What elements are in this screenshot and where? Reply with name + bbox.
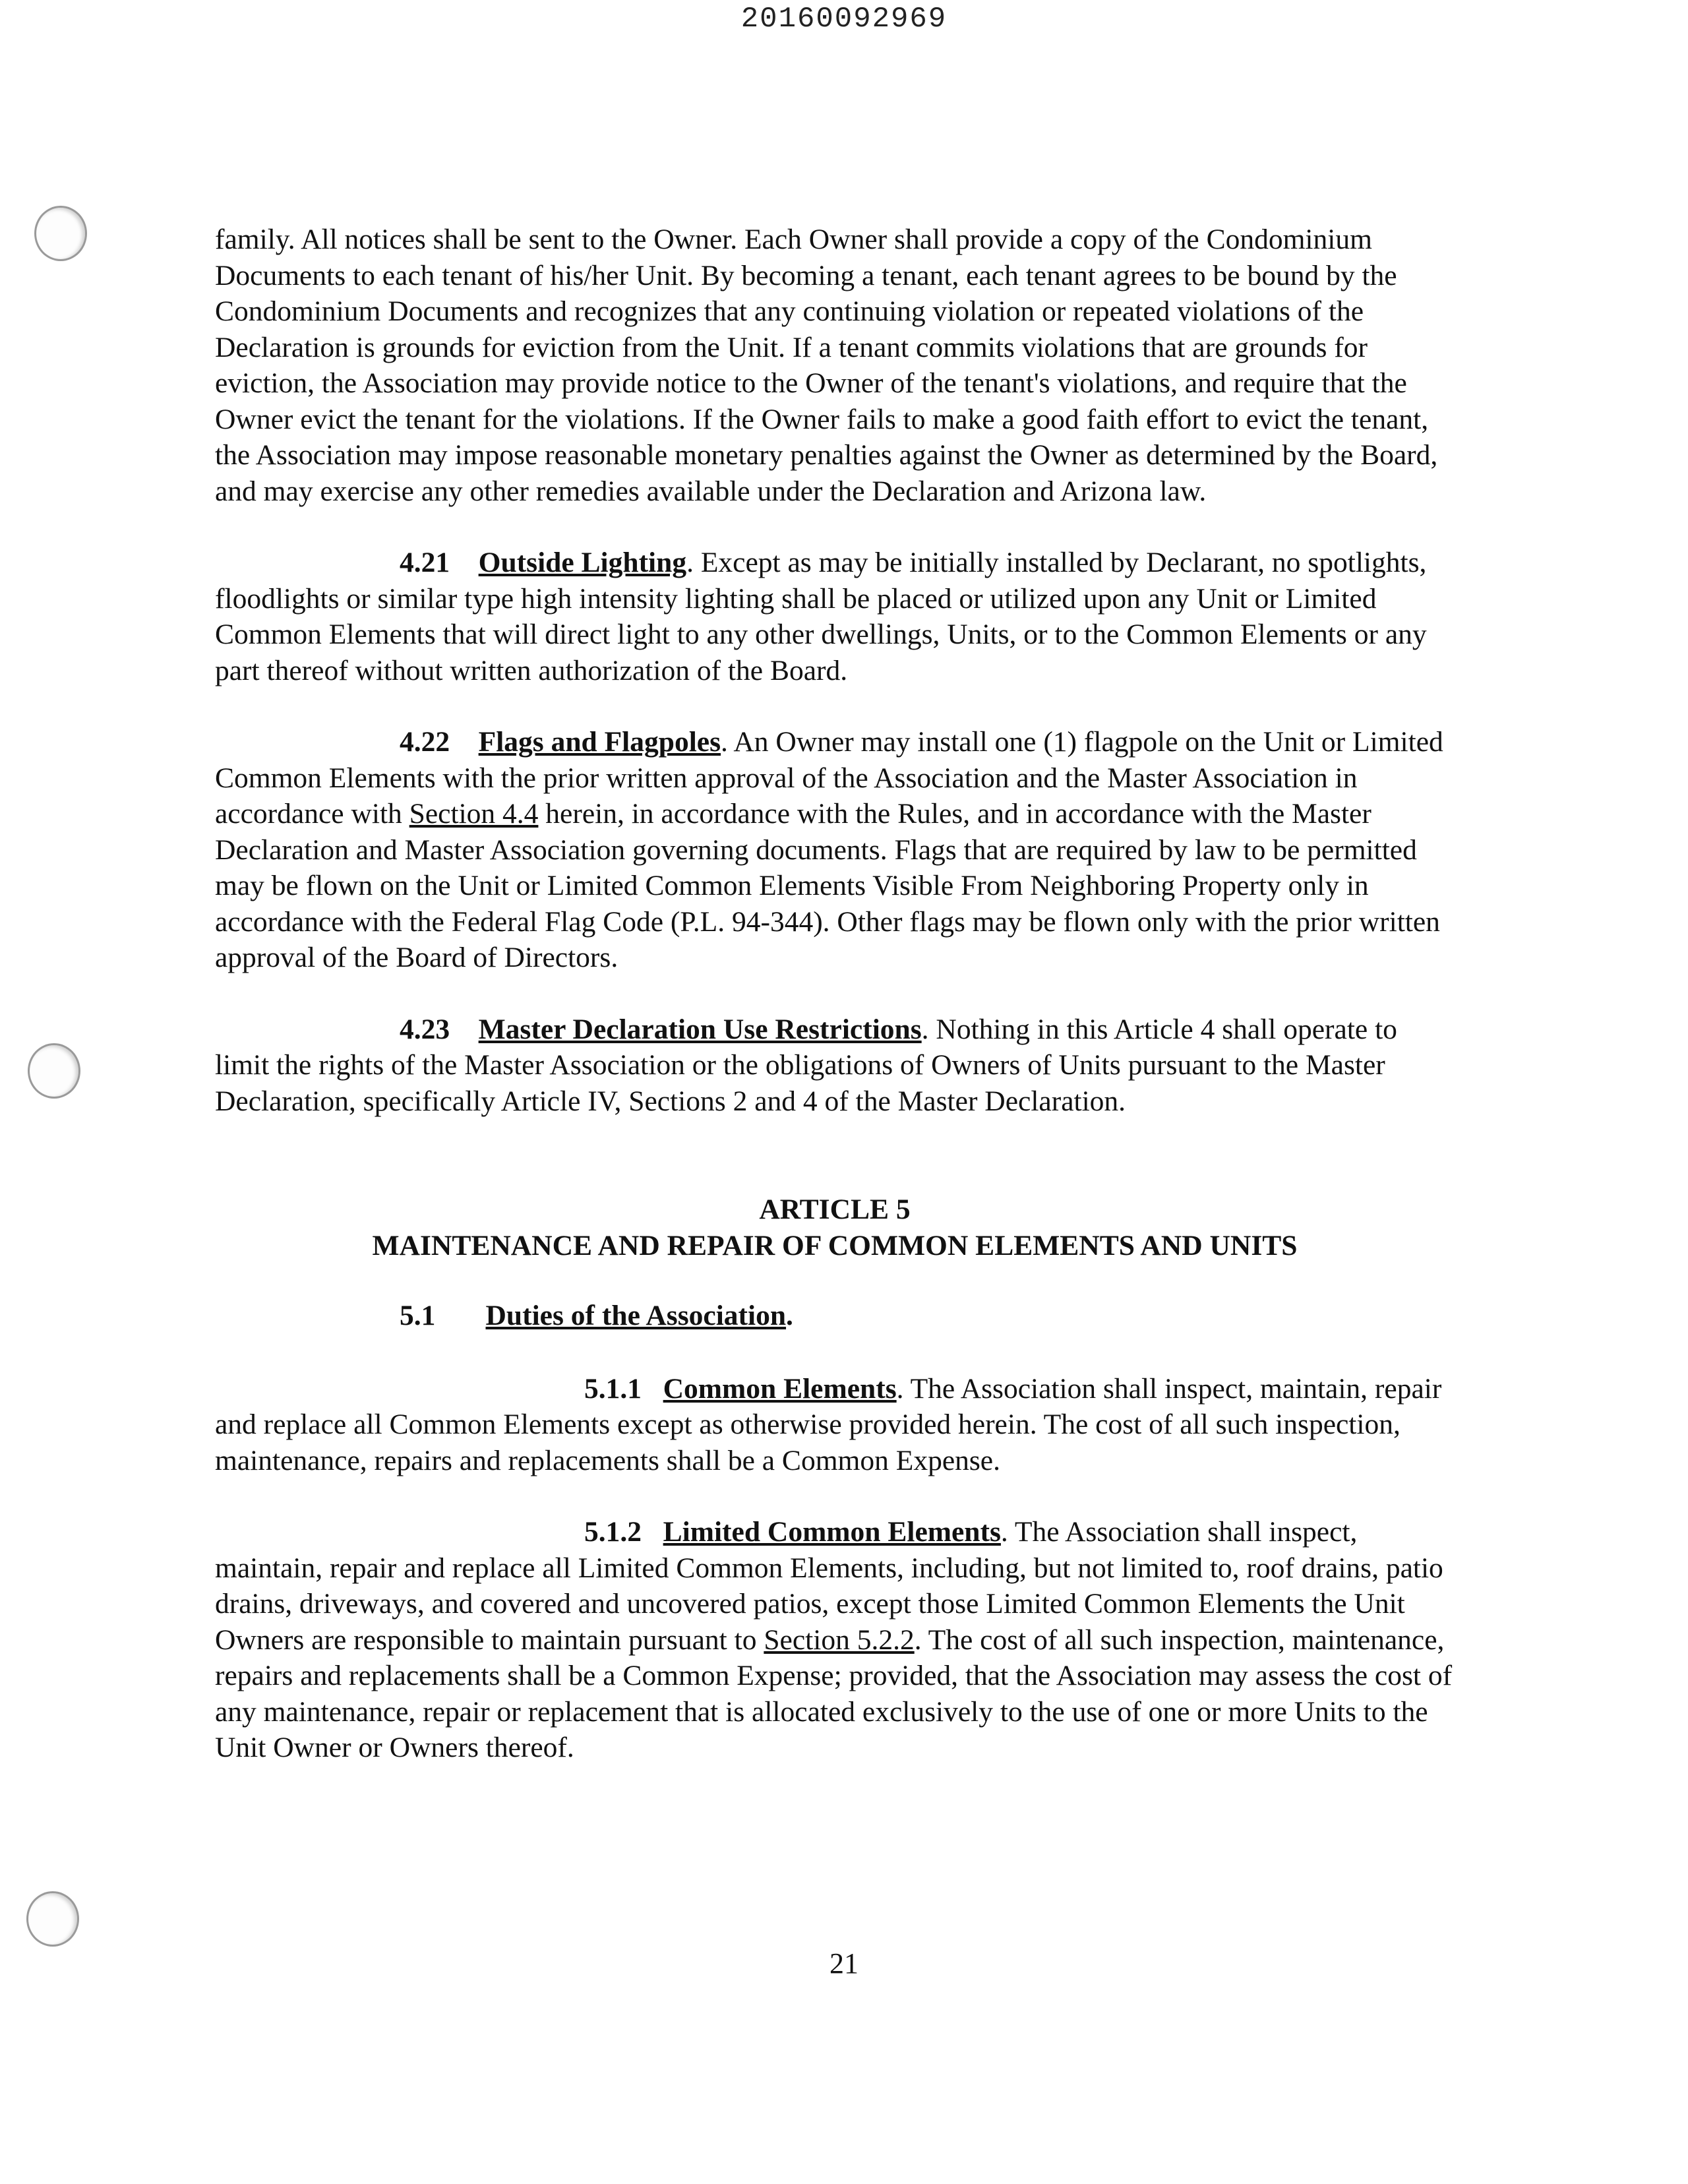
binder-hole-icon xyxy=(34,206,87,261)
section-5-1 xyxy=(215,1298,1455,1334)
page-number: 21 xyxy=(829,1947,859,1980)
section-text: . Except as may be initially installed by Declarant, no spotlights, floodlights or similar type high intensity lighting shall be placed or utilized upon any Unit or Limited Common Elements that will direct light to any other dwellings, Units, or to the Common Elements or any part thereof without written authorization of the Board. xyxy=(215,547,1427,686)
section-number: 4.22 xyxy=(400,726,450,758)
section-title: Duties of the Association xyxy=(485,1300,787,1331)
section-text: . Nothing in this Article 4 shall operate to limit the rights of the Master Association or the obligations of Owners of Units pursuant to the Master Declaration, specifically Article IV, Sections 2 and 4 of the Master Declaration. xyxy=(215,1013,1397,1117)
section-text: herein, in accordance with the Rules, and in accordance with the Master Declaration and Master Association governing documents. Flags that are required by law to be permitted may be flown on the Unit or Limited Common Elements Visible From Neighboring Property only in accordance with the Federal Flag Code (P.L. 94-344). Other flags may be flown only with the prior written approval of the Board of Directors. xyxy=(215,798,1440,973)
article-title: MAINTENANCE AND REPAIR OF COMMON ELEMENTS AND UNITS xyxy=(372,1229,1298,1261)
section-reference-link: Section 5.2.2 xyxy=(764,1623,915,1656)
section-title: Flags and Flagpoles xyxy=(478,726,721,758)
section-text: . An Owner may install one (1) flagpole on the Unit or Limited Common Elements with the prior written approval of the Association and the Master Association in accordance with xyxy=(215,726,1443,830)
section-5-1-1 xyxy=(215,1371,1455,1479)
section-text: . The Association shall inspect, maintain, repair and replace all Limited Common Elements, including, but not limited to, roof drains, patio drains, driveways, and covered and uncovered patios, except those Limited Common Elements the Unit Owners are responsible to maintain pursuant to xyxy=(215,1516,1443,1656)
section-number: 4.23 xyxy=(400,1013,450,1045)
section-text: . The cost of all such inspection, maintenance, repairs and replacements shall be a Common Expense; provided, that the Association may assess the cost of any maintenance, repair or replacement that is allocated exclusively to the use of one or more Units to the Unit Owner or Owners thereof. xyxy=(215,1623,1453,1763)
section-title: Master Declaration Use Restrictions xyxy=(478,1013,922,1045)
section-number: 4.21 xyxy=(400,547,450,578)
section-reference-link: Section 4.4 xyxy=(409,798,539,830)
document-number: 20160092969 xyxy=(740,3,948,36)
section-text: . The Association shall inspect, maintain, repair and replace all Common Elements except as otherwise provided herein. The cost of all such inspection, maintenance, repairs and replacements shall be a Common Expense. xyxy=(215,1372,1442,1476)
section-number: 5.1.2 xyxy=(584,1516,642,1548)
paragraph-intro: family. All notices shall be sent to the Owner. Each Owner shall provide a copy of the Condominium Documents to each tenant of his/her Unit. By becoming a tenant, each tenant agrees to be bound by the Condominium Documents and recognizes that any continuing violation or repeated violations of the Declaration is grounds for eviction from the Unit. If a tenant commits violations that are grounds for eviction, the Association may provide notice to the Owner of the tenant's violations, and require that the Owner evict the tenant for the violations. If the Owner fails to make a good faith effort to evict the tenant, the Association may impose reasonable monetary penalties against the Owner as determined by the Board, and may exercise any other remedies available under the Declaration and Arizona law. xyxy=(215,224,1438,507)
binder-hole-icon xyxy=(26,1891,79,1947)
article-label: ARTICLE 5 xyxy=(759,1194,911,1225)
section-4-21 xyxy=(215,545,1455,688)
section-title: Common Elements xyxy=(663,1372,897,1405)
document-body xyxy=(215,222,1455,1766)
section-title: Limited Common Elements xyxy=(663,1516,1001,1548)
binder-hole-icon xyxy=(28,1043,80,1099)
section-5-1-2 xyxy=(215,1514,1455,1766)
section-title: Outside Lighting xyxy=(478,547,687,578)
section-suffix: . xyxy=(786,1300,793,1331)
section-4-22 xyxy=(215,724,1455,976)
section-4-23 xyxy=(215,1012,1455,1120)
section-number: 5.1 xyxy=(400,1300,436,1331)
section-number: 5.1.1 xyxy=(584,1372,642,1405)
